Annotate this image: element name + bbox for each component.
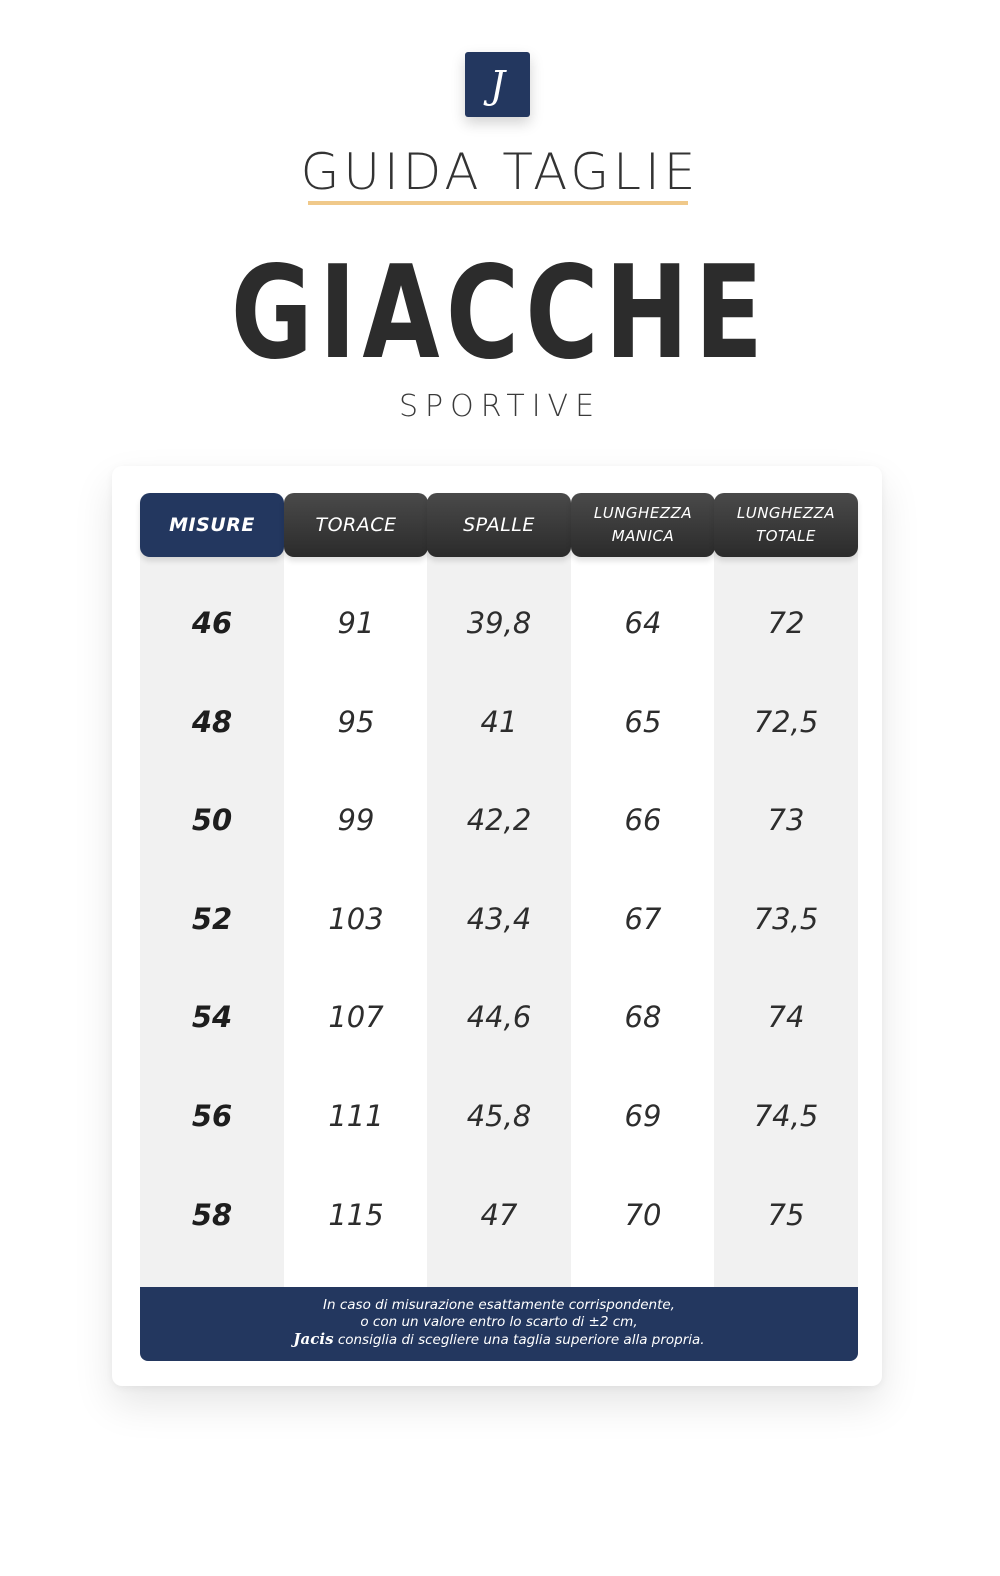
measure-cell: 70 xyxy=(624,1198,662,1232)
size-cell: 58 xyxy=(191,1198,233,1232)
header-misure xyxy=(140,493,284,557)
header-spalle xyxy=(427,493,571,557)
size-cell: 52 xyxy=(191,902,233,936)
header-label: SPALLE xyxy=(463,514,535,536)
measure-cell: 111 xyxy=(328,1099,384,1133)
measure-cell: 107 xyxy=(328,1000,384,1034)
measure-cell: 72 xyxy=(767,606,805,640)
measure-cell: 75 xyxy=(767,1198,805,1232)
size-cell: 48 xyxy=(191,705,233,739)
measure-cell: 39,8 xyxy=(466,606,532,640)
header-label: TOTALE xyxy=(756,527,816,545)
main-title: GIACCHE xyxy=(230,239,770,388)
note-line-3 xyxy=(140,1331,858,1349)
sub-title: SPORTIVE xyxy=(398,389,602,424)
measure-cell: 43,4 xyxy=(466,902,532,936)
header-torace xyxy=(284,493,428,557)
brand-name: Jacis xyxy=(293,1330,334,1348)
measure-cell: 65 xyxy=(624,705,662,739)
brand-logo xyxy=(465,52,530,117)
measure-cell: 115 xyxy=(328,1198,384,1232)
measure-cell: 73,5 xyxy=(753,902,819,936)
note-line-3-text: consiglia di scegliere una taglia superiore alla propria. xyxy=(337,1332,705,1348)
header-label: LUNGHEZZA xyxy=(593,504,693,522)
measure-cell: 95 xyxy=(337,705,375,739)
header-label: MISURE xyxy=(169,514,255,536)
measure-cell: 72,5 xyxy=(753,705,819,739)
measure-cell: 91 xyxy=(337,606,375,640)
size-cell: 54 xyxy=(191,1000,233,1034)
measure-cell: 73 xyxy=(767,803,805,837)
logo-letter: J xyxy=(489,62,506,107)
measure-cell: 44,6 xyxy=(466,1000,532,1034)
guide-title: GUIDA TAGLIE xyxy=(300,143,700,201)
measure-cell: 69 xyxy=(624,1099,662,1133)
measure-cell: 68 xyxy=(624,1000,662,1034)
measure-cell: 103 xyxy=(328,902,384,936)
size-table xyxy=(140,493,858,1361)
header-label: LUNGHEZZA xyxy=(736,504,836,522)
note-line-1: In caso di misurazione esattamente corrispondente, xyxy=(323,1297,675,1313)
size-cell: 56 xyxy=(191,1099,233,1133)
measure-cell: 99 xyxy=(337,803,375,837)
measure-cell: 74 xyxy=(767,1000,805,1034)
header-label: TORACE xyxy=(315,514,397,536)
note-line-2: o con un valore entro lo scarto di ±2 cm, xyxy=(360,1314,638,1330)
size-cell: 50 xyxy=(191,803,233,837)
measure-cell: 74,5 xyxy=(753,1099,819,1133)
title-underline xyxy=(308,201,688,205)
measure-cell: 42,2 xyxy=(466,803,532,837)
measure-cell: 66 xyxy=(624,803,662,837)
measure-cell: 41 xyxy=(480,705,518,739)
measure-cell: 64 xyxy=(624,606,662,640)
header-lunghezza-totale xyxy=(714,493,858,557)
measure-cell: 67 xyxy=(624,902,662,936)
measure-cell: 47 xyxy=(480,1198,518,1232)
size-cell: 46 xyxy=(191,606,233,640)
header-lunghezza-manica xyxy=(571,493,715,557)
sizing-note xyxy=(140,1287,858,1361)
measure-cell: 45,8 xyxy=(466,1099,532,1133)
header-label: MANICA xyxy=(611,527,675,545)
